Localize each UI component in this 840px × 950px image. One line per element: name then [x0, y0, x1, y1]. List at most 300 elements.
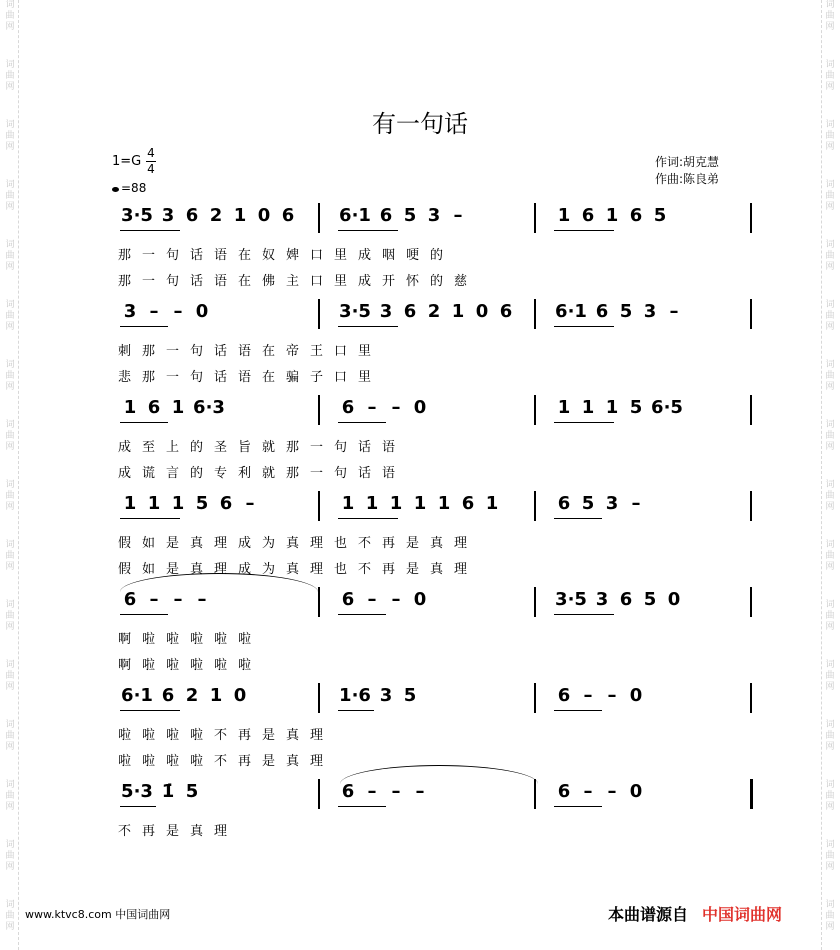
note: 0	[475, 301, 489, 322]
lyric-char: 就	[262, 466, 276, 481]
watermark-glyph: 词 曲 网	[825, 600, 835, 632]
lyric-char: 口	[334, 344, 348, 359]
note: –	[367, 397, 377, 418]
note: 6·3	[193, 397, 225, 418]
note: 5	[185, 781, 199, 802]
bar-line	[534, 299, 536, 329]
note: 3	[427, 205, 441, 226]
lyric-char: 语	[214, 248, 228, 263]
lyric-verse-2	[118, 366, 382, 385]
lyric-char: 口	[334, 370, 348, 385]
note: 1	[147, 493, 161, 514]
lyric-char: 话	[214, 344, 228, 359]
note: 5	[643, 589, 657, 610]
note: 1	[413, 493, 427, 514]
lyric-char: 也	[334, 536, 348, 551]
lyric-char: 也	[334, 562, 348, 577]
lyric-char: 那	[118, 274, 132, 289]
note: 6·1	[339, 205, 371, 226]
lyric-char: 刺	[118, 344, 132, 359]
lyric-char: 一	[166, 344, 180, 359]
lyric-char: 啊	[118, 632, 132, 647]
note: –	[367, 781, 377, 802]
measure	[552, 397, 686, 418]
measure	[552, 685, 648, 706]
note: 1	[605, 397, 619, 418]
note: 6	[499, 301, 513, 322]
lyric-char: 开	[382, 274, 396, 289]
lyric-char: 是	[406, 536, 420, 551]
lyric-char: 理	[214, 562, 228, 577]
beam-line	[120, 710, 180, 711]
note: 5	[403, 685, 417, 706]
note: 6	[281, 205, 295, 226]
note: 1	[557, 205, 571, 226]
note: 6·1	[555, 301, 587, 322]
note: 0	[667, 589, 681, 610]
lyric-char: 语	[214, 274, 228, 289]
lyric-char: 啦	[166, 632, 180, 647]
note: 1	[123, 493, 137, 514]
note: 0	[195, 301, 209, 322]
note: 0	[413, 589, 427, 610]
footer-brand: 中国词曲网	[702, 905, 783, 924]
bar-line	[750, 491, 752, 521]
bar-line	[534, 587, 536, 617]
note: 6	[595, 301, 609, 322]
note: 6	[219, 493, 233, 514]
lyric-char: 的	[190, 440, 204, 455]
note: 6·5	[651, 397, 683, 418]
watermark-glyph: 词 曲 网	[5, 540, 15, 572]
footer-source	[608, 902, 782, 925]
lyric-char: 真	[190, 562, 204, 577]
lyric-char: 里	[358, 344, 372, 359]
beam-line	[338, 518, 398, 519]
lyric-char: 不	[214, 754, 228, 769]
beam-line	[338, 422, 386, 423]
lyric-char: 语	[238, 344, 252, 359]
lyric-char: 啦	[142, 754, 156, 769]
lyric-char: 的	[430, 274, 444, 289]
note: 6	[185, 205, 199, 226]
note: 6	[341, 397, 355, 418]
note: –	[149, 301, 159, 322]
note: 3	[643, 301, 657, 322]
beam-line	[338, 230, 398, 231]
measure	[552, 301, 686, 322]
lyric-char: 理	[310, 728, 324, 743]
lyric-char: 啦	[166, 754, 180, 769]
note: 3	[379, 685, 393, 706]
composer-credit: 作曲:陈良弟	[655, 172, 720, 186]
bar-line	[318, 299, 320, 329]
lyric-char: 成	[118, 466, 132, 481]
watermark-glyph: 词 曲 网	[825, 420, 835, 452]
beam-line	[554, 422, 614, 423]
note: –	[607, 685, 617, 706]
note: 1	[341, 493, 355, 514]
measure	[118, 301, 214, 322]
watermark-glyph: 词 曲 网	[825, 840, 835, 872]
note: –	[391, 781, 401, 802]
note: 2	[185, 685, 199, 706]
measure	[118, 781, 204, 802]
note: 1	[485, 493, 499, 514]
lyric-char: 不	[118, 824, 132, 839]
note: –	[391, 589, 401, 610]
beam-line	[554, 710, 602, 711]
lyric-char: 是	[262, 728, 276, 743]
lyric-verse-1	[118, 436, 406, 455]
note: –	[197, 589, 207, 610]
note: 3·5	[555, 589, 587, 610]
lyric-char: 一	[142, 248, 156, 263]
lyric-char: 主	[286, 274, 300, 289]
lyric-char: 成	[358, 274, 372, 289]
watermark-glyph: 词 曲 网	[5, 180, 15, 212]
note: 1	[123, 397, 137, 418]
lyric-char: 在	[262, 370, 276, 385]
note: 2	[427, 301, 441, 322]
lyric-char: 悲	[118, 370, 132, 385]
lyric-verse-2	[118, 462, 406, 481]
lyric-char: 咽	[382, 248, 396, 263]
watermark-glyph: 词 曲 网	[5, 600, 15, 632]
measure	[336, 397, 432, 418]
lyric-verse-2	[118, 270, 478, 289]
note: 6·1	[121, 685, 153, 706]
note: 1	[389, 493, 403, 514]
beam-line	[554, 806, 602, 807]
note: 1	[233, 205, 247, 226]
watermark-glyph: 词 曲 网	[5, 60, 15, 92]
measure	[118, 397, 228, 418]
watermark-glyph: 词 曲 网	[825, 240, 835, 272]
measure	[118, 589, 214, 610]
note: –	[607, 781, 617, 802]
meter-bottom: 4	[147, 162, 155, 176]
lyric-char: 的	[190, 466, 204, 481]
key-signature: 1=G	[112, 154, 142, 169]
lyric-char: 就	[262, 440, 276, 455]
bar-line	[318, 779, 320, 809]
note: 1	[605, 205, 619, 226]
note: 5	[653, 205, 667, 226]
lyric-char: 骗	[286, 370, 300, 385]
lyric-char: 理	[214, 824, 228, 839]
lyric-char: 那	[286, 466, 300, 481]
bar-line	[318, 203, 320, 233]
slur-arc	[340, 765, 538, 784]
note: 6	[557, 781, 571, 802]
watermark-glyph: 词 曲 网	[5, 120, 15, 152]
lyric-char: 理	[454, 536, 468, 551]
bar-line	[750, 299, 752, 329]
lyric-char: 啊	[118, 658, 132, 673]
lyric-verse-1	[118, 532, 478, 551]
lyric-char: 假	[118, 562, 132, 577]
lyric-char: 理	[310, 536, 324, 551]
lyric-char: 再	[238, 754, 252, 769]
lyric-char: 啦	[190, 728, 204, 743]
note: 6	[379, 205, 393, 226]
lyric-char: 言	[166, 466, 180, 481]
watermark-glyph: 词 曲 网	[5, 480, 15, 512]
note: 6	[341, 589, 355, 610]
lyric-char: 一	[142, 274, 156, 289]
lyric-char: 专	[214, 466, 228, 481]
lyric-char: 圣	[214, 440, 228, 455]
lyric-char: 啦	[238, 658, 252, 673]
bar-line	[750, 779, 753, 809]
note: 0	[413, 397, 427, 418]
lyric-char: 为	[262, 536, 276, 551]
footer-source-label: 本曲谱源自	[608, 905, 689, 924]
tempo-value: =88	[121, 181, 147, 195]
note: –	[173, 589, 183, 610]
note: –	[583, 781, 593, 802]
lyric-char: 王	[310, 344, 324, 359]
lyric-char: 句	[334, 466, 348, 481]
lyric-char: 真	[286, 536, 300, 551]
note: 5	[195, 493, 209, 514]
lyric-char: 那	[142, 370, 156, 385]
note: 2	[209, 205, 223, 226]
lyric-char: 啦	[142, 658, 156, 673]
beam-line	[120, 230, 180, 231]
note: 1	[557, 397, 571, 418]
note: 0	[233, 685, 247, 706]
lyric-char: 真	[190, 824, 204, 839]
note: –	[391, 397, 401, 418]
watermark-glyph: 词 曲 网	[5, 780, 15, 812]
lyric-char: 啦	[190, 754, 204, 769]
lyric-char: 话	[190, 248, 204, 263]
measure	[552, 781, 648, 802]
beam-line	[120, 422, 168, 423]
note: 3	[161, 205, 175, 226]
lyric-verse-1	[118, 340, 382, 359]
meter-top: 4	[147, 146, 155, 160]
measure	[336, 685, 422, 706]
watermark-glyph: 词 曲 网	[825, 120, 835, 152]
lyricist-credit: 作词:胡克慧	[655, 155, 720, 169]
lyric-verse-2	[118, 654, 262, 673]
lyric-char: 哽	[406, 248, 420, 263]
lyric-char: 上	[166, 440, 180, 455]
note: 1	[365, 493, 379, 514]
lyric-char: 啦	[166, 658, 180, 673]
lyric-verse-1	[118, 724, 334, 743]
beam-line	[120, 518, 180, 519]
note: 1̇	[161, 781, 175, 802]
bar-line	[534, 395, 536, 425]
note: –	[583, 685, 593, 706]
lyric-char: 成	[118, 440, 132, 455]
lyric-char: 啦	[214, 632, 228, 647]
lyric-char: 至	[142, 440, 156, 455]
bar-line	[534, 491, 536, 521]
note: –	[173, 301, 183, 322]
beam-line	[338, 326, 398, 327]
beam-line	[120, 806, 156, 807]
left-watermark-strip	[2, 0, 19, 950]
note: 1	[171, 493, 185, 514]
measure	[552, 589, 686, 610]
bar-line	[750, 587, 752, 617]
beam-line	[338, 806, 386, 807]
lyric-char: 理	[214, 536, 228, 551]
lyric-char: 一	[310, 466, 324, 481]
lyric-char: 真	[430, 536, 444, 551]
lyric-char: 在	[238, 248, 252, 263]
measure	[336, 781, 432, 802]
watermark-glyph: 词 曲 网	[825, 480, 835, 512]
measure	[336, 301, 518, 322]
measure	[336, 589, 432, 610]
lyric-char: 话	[358, 466, 372, 481]
lyric-char: 帝	[286, 344, 300, 359]
measure	[336, 205, 470, 226]
lyric-char: 成	[238, 562, 252, 577]
lyric-char: 怀	[406, 274, 420, 289]
lyric-char: 不	[214, 728, 228, 743]
lyric-char: 句	[190, 344, 204, 359]
lyric-char: 不	[358, 562, 372, 577]
lyric-char: 真	[286, 562, 300, 577]
watermark-glyph: 词 曲 网	[825, 720, 835, 752]
lyric-char: 语	[382, 440, 396, 455]
lyric-char: 一	[310, 440, 324, 455]
note: 6	[147, 397, 161, 418]
lyric-char: 成	[358, 248, 372, 263]
note: –	[415, 781, 425, 802]
watermark-glyph: 词 曲 网	[825, 0, 835, 32]
note: 1	[581, 397, 595, 418]
lyric-char: 假	[118, 536, 132, 551]
bar-line	[318, 587, 320, 617]
time-signature	[146, 146, 156, 177]
lyric-char: 成	[238, 536, 252, 551]
note: 0	[629, 685, 643, 706]
lyric-char: 谎	[142, 466, 156, 481]
measure	[336, 493, 504, 514]
beam-line	[554, 230, 614, 231]
note: 6	[403, 301, 417, 322]
watermark-glyph: 词 曲 网	[5, 0, 15, 32]
lyric-char: 真	[286, 728, 300, 743]
lyric-char: 啦	[142, 632, 156, 647]
lyric-char: 语	[238, 370, 252, 385]
lyric-char: 是	[406, 562, 420, 577]
note: 3·5	[339, 301, 371, 322]
lyric-char: 是	[262, 754, 276, 769]
lyric-char: 利	[238, 466, 252, 481]
bar-line	[318, 683, 320, 713]
lyric-verse-1	[118, 820, 238, 839]
lyric-verse-1	[118, 628, 262, 647]
measure	[118, 205, 300, 226]
lyric-char: 在	[262, 344, 276, 359]
beam-line	[554, 518, 602, 519]
song-title: 有一句话	[372, 110, 468, 138]
lyric-char: 如	[142, 562, 156, 577]
lyric-char: 话	[214, 370, 228, 385]
note: 6	[629, 205, 643, 226]
watermark-glyph: 词 曲 网	[825, 360, 835, 392]
beam-line	[120, 326, 168, 327]
lyric-verse-2	[118, 750, 334, 769]
lyric-char: 啦	[214, 658, 228, 673]
note: 5	[629, 397, 643, 418]
watermark-glyph: 词 曲 网	[5, 900, 15, 932]
lyric-verse-2	[118, 558, 478, 577]
lyric-char: 旨	[238, 440, 252, 455]
lyric-verse-1	[118, 244, 454, 263]
lyric-char: 啦	[190, 632, 204, 647]
watermark-glyph: 词 曲 网	[5, 840, 15, 872]
note: 6	[557, 493, 571, 514]
measure	[118, 493, 262, 514]
lyric-char: 里	[334, 274, 348, 289]
lyric-char: 口	[310, 248, 324, 263]
lyric-char: 真	[430, 562, 444, 577]
lyric-char: 再	[382, 562, 396, 577]
note: –	[453, 205, 463, 226]
note: 5	[619, 301, 633, 322]
lyric-char: 口	[310, 274, 324, 289]
watermark-glyph: 词 曲 网	[5, 300, 15, 332]
note: –	[149, 589, 159, 610]
lyric-char: 再	[238, 728, 252, 743]
beam-line	[120, 614, 168, 615]
note: 6	[581, 205, 595, 226]
lyric-char: 不	[358, 536, 372, 551]
bar-line	[750, 203, 752, 233]
measure	[552, 205, 672, 226]
lyric-char: 话	[190, 274, 204, 289]
lyric-char: 那	[142, 344, 156, 359]
lyric-char: 真	[190, 536, 204, 551]
bar-line	[750, 395, 752, 425]
lyric-char: 再	[382, 536, 396, 551]
tempo-marking	[112, 181, 146, 195]
footer-url: www.ktvc8.com 中国词曲网	[25, 908, 171, 921]
watermark-glyph: 词 曲 网	[825, 300, 835, 332]
lyric-char: 句	[166, 248, 180, 263]
note: 6	[161, 685, 175, 706]
note: 3	[595, 589, 609, 610]
lyric-char: 慈	[454, 274, 468, 289]
note: 1	[437, 493, 451, 514]
lyric-char: 在	[238, 274, 252, 289]
lyric-char: 句	[166, 274, 180, 289]
lyric-char: 是	[166, 536, 180, 551]
beam-line	[338, 710, 374, 711]
watermark-glyph: 词 曲 网	[5, 420, 15, 452]
lyric-char: 为	[262, 562, 276, 577]
lyric-char: 子	[310, 370, 324, 385]
watermark-glyph: 词 曲 网	[5, 240, 15, 272]
lyric-char: 真	[286, 754, 300, 769]
lyric-char: 语	[382, 466, 396, 481]
lyric-char: 婢	[286, 248, 300, 263]
lyric-char: 啦	[166, 728, 180, 743]
note: –	[631, 493, 641, 514]
watermark-glyph: 词 曲 网	[825, 60, 835, 92]
note: 3	[379, 301, 393, 322]
